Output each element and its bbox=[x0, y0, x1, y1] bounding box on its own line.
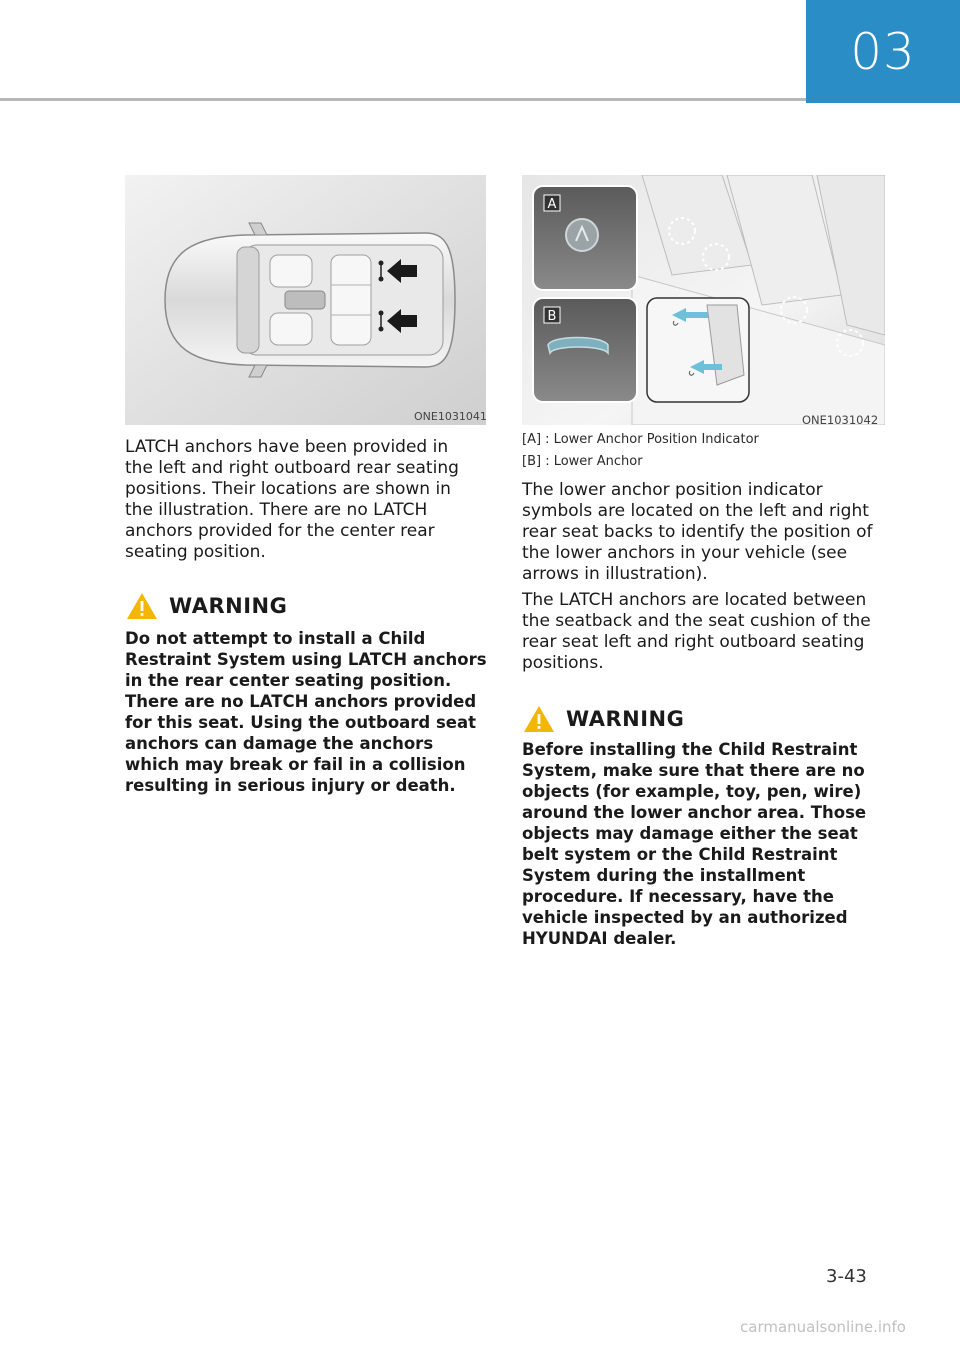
page-number: 3-43 bbox=[826, 1266, 867, 1287]
warning-heading bbox=[125, 591, 287, 621]
warning-title: WARNING bbox=[566, 707, 685, 731]
label-b: B bbox=[547, 309, 557, 324]
right-paragraph-2: The LATCH anchors are located between the seatback and the seat cushion of the rear seat left and right outboard seating positions. bbox=[522, 590, 871, 673]
car-top-view-figure bbox=[125, 175, 486, 425]
caption-a: [A] : Lower Anchor Position Indicator bbox=[522, 432, 759, 447]
caption-b: [B] : Lower Anchor bbox=[522, 454, 643, 469]
warning-triangle-icon bbox=[522, 704, 556, 734]
header-rule bbox=[0, 98, 806, 101]
left-paragraph: LATCH anchors have been provided in the left and right outboard rear seating positions. Their locations are shown in the illustration. There are no LATCH anchors provided for the center rear seating position. bbox=[125, 437, 459, 562]
right-paragraph-1: The lower anchor position indicator symbols are located on the left and right rear seat backs to identify the position of the lower anchors in your vehicle (see arrows in illustration). bbox=[522, 480, 873, 584]
label-a: A bbox=[547, 197, 557, 212]
warning-heading bbox=[522, 704, 684, 734]
car-top-view-illustration bbox=[125, 175, 486, 425]
warning-text: Do not attempt to install a Child Restraint System using LATCH anchors in the rear center seating position. There are no LATCH anchors provided for this seat. Using the outboard seat anchors can damage the anchors which may break or fail in a collision resulting in serious injury or death. bbox=[125, 629, 487, 795]
chapter-tab: 03 bbox=[806, 0, 960, 103]
footer-watermark: carmanualsonline.info bbox=[740, 1318, 906, 1336]
lower-anchor-figure bbox=[522, 175, 885, 425]
warning-title: WARNING bbox=[169, 594, 288, 618]
warning-triangle-icon bbox=[125, 591, 159, 621]
warning-text: Before installing the Child Restraint System, make sure that there are no objects (for example, toy, pen, wire) around the lower anchor area. Those objects may damage either the seat belt system or the Child Restraint System during the installment procedure. If necessary, have the vehicle inspected by an authorized HYUNDAI dealer. bbox=[522, 740, 867, 948]
lower-anchor-illustration bbox=[522, 175, 885, 425]
figure-code: ONE1031042 bbox=[802, 413, 879, 427]
figure-code: ONE1031041 bbox=[414, 410, 487, 423]
